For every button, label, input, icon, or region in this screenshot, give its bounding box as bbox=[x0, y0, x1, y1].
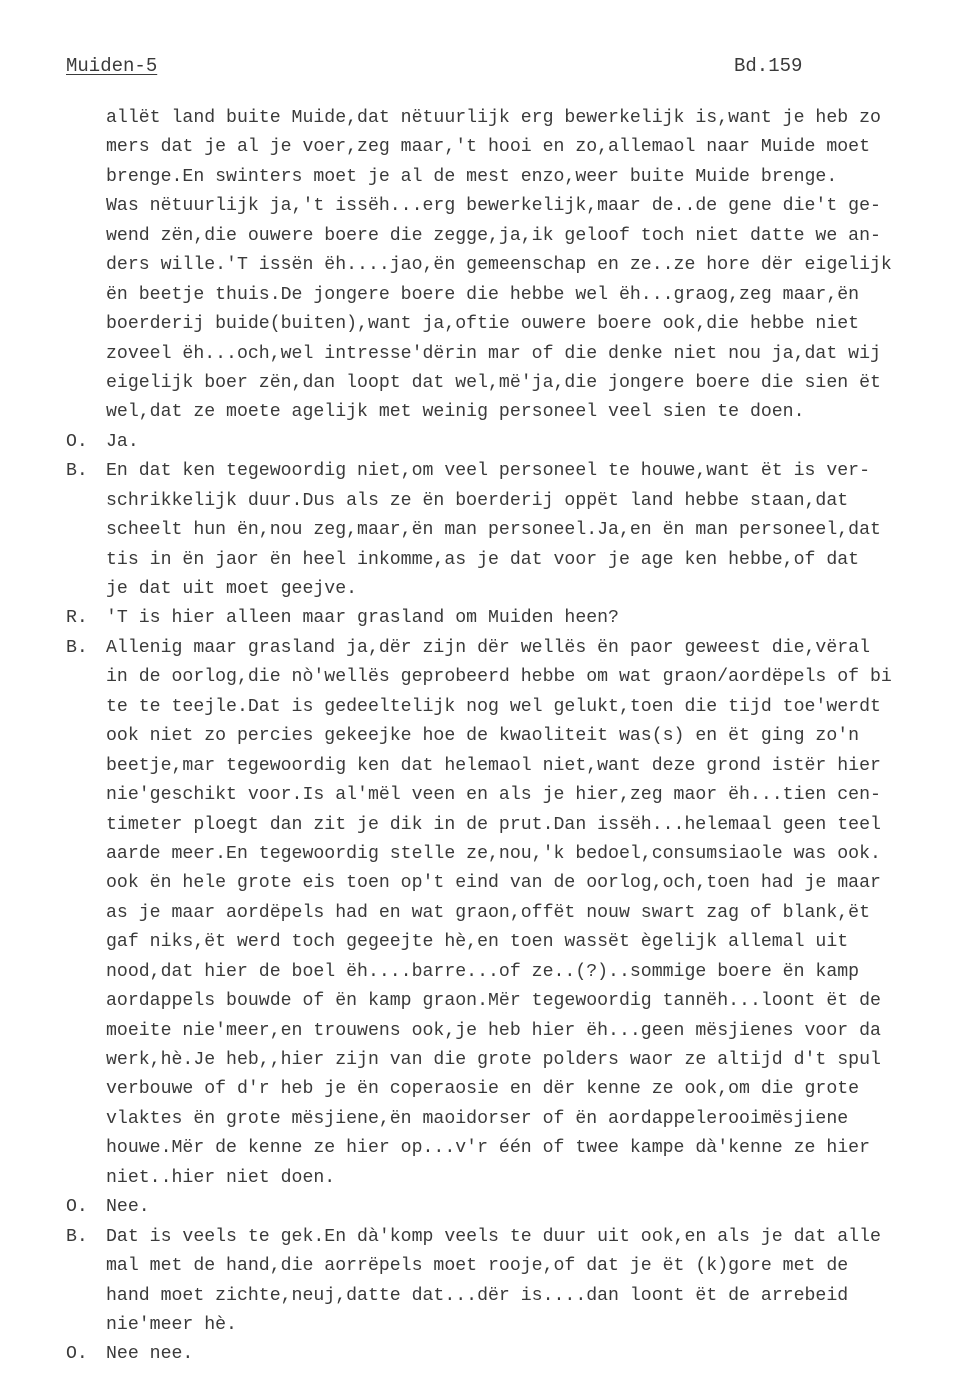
transcript-line bbox=[66, 1252, 979, 1281]
speaker-label: O. bbox=[66, 1197, 88, 1218]
line-text: allët land buite Muide,dat nëtuurlijk erg bewerkelijk is,want je heb zo bbox=[106, 108, 881, 128]
transcript-line bbox=[66, 1340, 979, 1369]
line-text: wend zën,die ouwere boere die zegge,ja,ik geloof toch niet datte we an- bbox=[106, 225, 881, 246]
line-text: gaf niks,ët werd toch gegeejte hè,en toen wassët ègelijk allemal uit bbox=[106, 932, 849, 953]
speaker-label: O. bbox=[66, 431, 88, 452]
transcript-line bbox=[66, 1134, 979, 1163]
line-text: houwe.Mër de kenne ze hier op...v'r één of twee kampe dà'kenne ze hier bbox=[106, 1138, 870, 1159]
transcript-line bbox=[66, 104, 979, 133]
line-text: Allenig maar grasland ja,dër zijn dër wellës ën paor geweest die,vëral bbox=[106, 637, 870, 658]
transcript-line bbox=[66, 663, 979, 692]
transcript-line bbox=[66, 1017, 979, 1046]
transcript-line bbox=[66, 575, 979, 604]
line-text: moeite nie'meer,en trouwens ook,je heb hier ëh...geen mësjienes voor da bbox=[106, 1020, 881, 1041]
speaker-label: B. bbox=[66, 637, 88, 658]
transcript-line bbox=[66, 1311, 979, 1340]
line-text: Ja. bbox=[106, 431, 139, 452]
line-text: Was nëtuurlijk ja,'t issëh...erg bewerkelijk,maar de..de gene die't ge- bbox=[106, 196, 881, 217]
line-text: niet..hier niet doen. bbox=[106, 1167, 336, 1188]
transcript-line bbox=[66, 958, 979, 987]
line-text: scheelt hun ën,nou zeg,maar,ën man personeel.Ja,en ën man personeel,dat bbox=[106, 520, 881, 541]
transcript-line bbox=[66, 163, 979, 192]
speaker-label: B. bbox=[66, 461, 88, 482]
transcript-line bbox=[66, 1223, 979, 1252]
line-text: wel,dat ze moete agelijk met weinig personeel veel sien te doen. bbox=[106, 402, 805, 423]
line-text: Nee nee. bbox=[106, 1344, 194, 1365]
line-text: nie'geschikt voor.Is al'mël veen en als je hier,zeg maor ëh...tien cen- bbox=[106, 785, 881, 806]
transcript-line bbox=[66, 899, 979, 928]
transcript-line bbox=[66, 310, 979, 339]
line-text: verbouwe of d'r heb je ën coperaosie en dër kenne ze ook,om die grote bbox=[106, 1079, 860, 1100]
line-text: Nee. bbox=[106, 1197, 150, 1218]
document-title: Muiden-5 bbox=[66, 55, 158, 77]
line-text: boerderij buide(buiten),want ja,oftie ouwere boere ook,die hebbe niet bbox=[106, 314, 860, 335]
line-text: brenge.En swinters moet je al de mest enzo,weer buite Muide brenge. bbox=[106, 166, 838, 187]
transcript-line bbox=[66, 987, 979, 1016]
transcript-line bbox=[66, 133, 979, 162]
line-text: ën beetje thuis.De jongere boere die hebbe wel ëh...graog,zeg maar,ën bbox=[106, 284, 860, 305]
transcript-line bbox=[66, 369, 979, 398]
speaker-label: B. bbox=[66, 1226, 88, 1247]
line-text: zoveel ëh...och,wel intresse'dërin mar of die denke niet nou ja,dat wij bbox=[106, 343, 881, 364]
transcript-line bbox=[66, 1164, 979, 1193]
page-header bbox=[66, 55, 959, 85]
line-text: ook ën hele grote eis toen op't eind van de oorlog,och,toen had je maar bbox=[106, 873, 881, 894]
line-text: tis in ën jaor ën heel inkomme,as je dat voor je age ken hebbe,of dat bbox=[106, 549, 860, 570]
transcript-line bbox=[66, 222, 979, 251]
transcript-line bbox=[66, 281, 979, 310]
transcript-line bbox=[66, 1105, 979, 1134]
transcript-line bbox=[66, 781, 979, 810]
transcript-line bbox=[66, 722, 979, 751]
transcript-line bbox=[66, 840, 979, 869]
transcript-line bbox=[66, 457, 979, 486]
transcript-line bbox=[66, 251, 979, 280]
line-text: ders wille.'T issën ëh....jao,ën gemeenschap en ze..ze hore dër eigelijk bbox=[106, 255, 892, 276]
transcript-line bbox=[66, 1282, 979, 1311]
line-text: ook niet zo percies gekeejke hoe de kwaoliteit was(s) en ët ging zo'n bbox=[106, 726, 860, 747]
transcript-line bbox=[66, 604, 979, 633]
speaker-label: O. bbox=[66, 1344, 88, 1365]
speaker-label: R. bbox=[66, 608, 88, 629]
transcript-line bbox=[66, 1075, 979, 1104]
line-text: nie'meer hè. bbox=[106, 1314, 237, 1335]
line-text: aordappels bouwde of ën kamp graon.Mër tegewoordig tannëh...loont ët de bbox=[106, 991, 881, 1012]
transcript-line bbox=[66, 428, 979, 457]
line-text: as je maar aordëpels had en wat graon,offët nouw swart zag of blank,ët bbox=[106, 902, 870, 923]
line-text: En dat ken tegewoordig niet,om veel personeel te houwe,want ët is ver- bbox=[106, 461, 870, 482]
transcript-body bbox=[66, 104, 979, 1370]
line-text: schrikkelijk duur.Dus als ze ën boerderij oppët land hebbe staan,dat bbox=[106, 490, 849, 511]
transcript-line bbox=[66, 516, 979, 545]
transcript-line bbox=[66, 693, 979, 722]
line-text: Dat is veels te gek.En dà'komp veels te duur uit ook,en als je dat alle bbox=[106, 1226, 881, 1247]
line-text: werk,hè.Je heb,,hier zijn van die grote polders waor ze altijd d't spul bbox=[106, 1050, 881, 1070]
transcript-line bbox=[66, 340, 979, 369]
page-number: Bd.159 bbox=[734, 55, 803, 77]
line-text: in de oorlog,die nò'wellës geprobeerd hebbe om wat graon/aordëpels of bi bbox=[106, 667, 892, 688]
line-text: 'T is hier alleen maar grasland om Muiden heen? bbox=[106, 608, 619, 629]
transcript-line bbox=[66, 192, 979, 221]
line-text: vlaktes ën grote mësjiene,ën maoidorser of ën aordappelerooimësjiene bbox=[106, 1108, 849, 1129]
transcript-line bbox=[66, 1046, 979, 1075]
line-text: te te teejle.Dat is gedeeltelijk nog wel gelukt,toen die tijd toe'werdt bbox=[106, 696, 881, 717]
transcript-line bbox=[66, 634, 979, 663]
transcript-line bbox=[66, 398, 979, 427]
transcript-line bbox=[66, 1193, 979, 1222]
transcript-line bbox=[66, 811, 979, 840]
line-text: hand moet zichte,neuj,datte dat...dër is....dan loont ët de arrebeid bbox=[106, 1285, 849, 1306]
line-text: nood,dat hier de boel ëh....barre...of ze..(?)..sommige boere ën kamp bbox=[106, 961, 860, 982]
line-text: timeter ploegt dan zit je dik in de prut.Dan issëh...helemaal geen teel bbox=[106, 814, 881, 835]
transcript-line bbox=[66, 869, 979, 898]
line-text: beetje,mar tegewoordig ken dat helemaol niet,want deze grond istër hier bbox=[106, 755, 881, 776]
line-text: je dat uit moet geejve. bbox=[106, 579, 358, 599]
transcript-line bbox=[66, 487, 979, 516]
line-text: eigelijk boer zën,dan loopt dat wel,më'ja,die jongere boere die sien ët bbox=[106, 372, 881, 393]
transcript-line bbox=[66, 546, 979, 575]
line-text: mers dat je al je voer,zeg maar,'t hooi en zo,allemaol naar Muide moet bbox=[106, 137, 870, 158]
transcript-line bbox=[66, 928, 979, 957]
line-text: mal met de hand,die aorrëpels moet rooje,of dat je ët (k)gore met de bbox=[106, 1256, 849, 1277]
line-text: aarde meer.En tegewoordig stelle ze,nou,'k bedoel,consumsiaole was ook. bbox=[106, 843, 881, 864]
transcript-line bbox=[66, 752, 979, 781]
